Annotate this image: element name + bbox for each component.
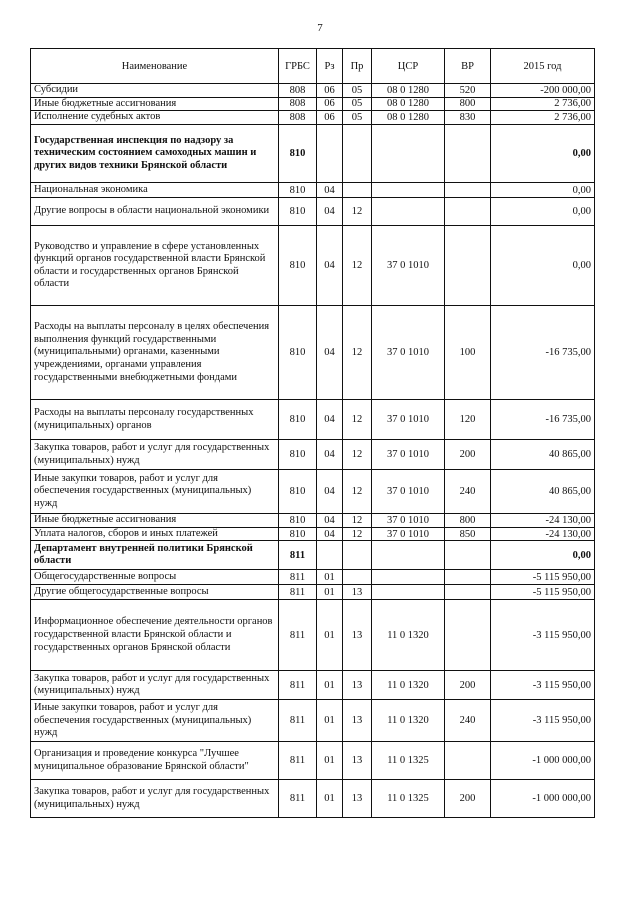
budget-table xyxy=(30,48,595,818)
cell-amount: -24 130,00 xyxy=(491,514,595,528)
cell-pr: 12 xyxy=(343,226,372,306)
cell-grbs: 810 xyxy=(279,440,317,470)
cell-grbs: 810 xyxy=(279,514,317,528)
cell-vr xyxy=(445,125,491,183)
table-row xyxy=(31,742,595,780)
cell-rz: 01 xyxy=(317,742,343,780)
cell-csr: 37 0 1010 xyxy=(372,306,445,400)
cell-amount: -3 115 950,00 xyxy=(491,700,595,742)
cell-pr: 05 xyxy=(343,84,372,98)
cell-grbs: 808 xyxy=(279,84,317,98)
cell-grbs: 810 xyxy=(279,125,317,183)
table-row xyxy=(31,198,595,226)
cell-amount: 0,00 xyxy=(491,183,595,198)
cell-rz xyxy=(317,125,343,183)
cell-grbs: 811 xyxy=(279,671,317,700)
table-row xyxy=(31,226,595,306)
cell-csr: 08 0 1280 xyxy=(372,111,445,125)
cell-csr: 11 0 1325 xyxy=(372,742,445,780)
cell-rz: 01 xyxy=(317,600,343,671)
table-row xyxy=(31,470,595,514)
header-vr: ВР xyxy=(445,49,491,84)
cell-amount: 0,00 xyxy=(491,226,595,306)
cell-rz: 01 xyxy=(317,671,343,700)
cell-csr: 37 0 1010 xyxy=(372,514,445,528)
cell-csr: 37 0 1010 xyxy=(372,400,445,440)
cell-grbs: 811 xyxy=(279,541,317,570)
cell-csr: 11 0 1320 xyxy=(372,700,445,742)
cell-pr: 12 xyxy=(343,306,372,400)
cell-rz: 04 xyxy=(317,440,343,470)
cell-amount: -200 000,00 xyxy=(491,84,595,98)
table-row xyxy=(31,700,595,742)
cell-name: Расходы на выплаты персоналу в целях обеспечения выполнения функций государственными (муниципальными) органами, казенными учреждениями, органами управления государственными внебюджетными фондами xyxy=(31,306,279,400)
cell-vr xyxy=(445,742,491,780)
cell-pr: 12 xyxy=(343,470,372,514)
cell-name: Иные закупки товаров, работ и услуг для обеспечения государственных (муниципальных) нужд xyxy=(31,470,279,514)
table-row xyxy=(31,183,595,198)
cell-amount: -24 130,00 xyxy=(491,527,595,541)
cell-pr: 05 xyxy=(343,97,372,111)
table-row xyxy=(31,780,595,818)
cell-grbs: 811 xyxy=(279,780,317,818)
cell-csr: 11 0 1320 xyxy=(372,600,445,671)
cell-vr: 240 xyxy=(445,700,491,742)
cell-name: Иные бюджетные ассигнования xyxy=(31,514,279,528)
cell-vr: 520 xyxy=(445,84,491,98)
cell-pr: 13 xyxy=(343,671,372,700)
cell-amount: 2 736,00 xyxy=(491,97,595,111)
cell-pr: 12 xyxy=(343,400,372,440)
cell-grbs: 808 xyxy=(279,111,317,125)
cell-grbs: 808 xyxy=(279,97,317,111)
cell-name: Другие вопросы в области национальной экономики xyxy=(31,198,279,226)
cell-pr xyxy=(343,541,372,570)
table-row xyxy=(31,400,595,440)
cell-rz: 04 xyxy=(317,470,343,514)
cell-rz xyxy=(317,541,343,570)
cell-rz: 04 xyxy=(317,306,343,400)
header-grbs: ГРБС xyxy=(279,49,317,84)
cell-csr: 11 0 1320 xyxy=(372,671,445,700)
cell-rz: 01 xyxy=(317,570,343,585)
cell-amount: -3 115 950,00 xyxy=(491,600,595,671)
cell-csr: 08 0 1280 xyxy=(372,84,445,98)
cell-csr: 11 0 1325 xyxy=(372,780,445,818)
cell-name: Информационное обеспечение деятельности органов государственной власти Брянской области и государственных органов Брянской области xyxy=(31,600,279,671)
cell-rz: 01 xyxy=(317,700,343,742)
cell-amount: 0,00 xyxy=(491,198,595,226)
table-row xyxy=(31,125,595,183)
cell-vr: 240 xyxy=(445,470,491,514)
cell-name: Закупка товаров, работ и услуг для государственных (муниципальных) нужд xyxy=(31,440,279,470)
cell-grbs: 810 xyxy=(279,198,317,226)
cell-csr: 37 0 1010 xyxy=(372,470,445,514)
cell-grbs: 811 xyxy=(279,700,317,742)
cell-rz: 01 xyxy=(317,585,343,600)
cell-vr: 830 xyxy=(445,111,491,125)
cell-name: Расходы на выплаты персоналу государственных (муниципальных) органов xyxy=(31,400,279,440)
cell-amount: -5 115 950,00 xyxy=(491,585,595,600)
cell-vr: 850 xyxy=(445,527,491,541)
cell-grbs: 811 xyxy=(279,600,317,671)
header-rz: Рз xyxy=(317,49,343,84)
cell-amount: -16 735,00 xyxy=(491,400,595,440)
table-row xyxy=(31,111,595,125)
cell-vr xyxy=(445,541,491,570)
cell-name: Департамент внутренней политики Брянской области xyxy=(31,541,279,570)
cell-grbs: 810 xyxy=(279,306,317,400)
cell-amount: 0,00 xyxy=(491,541,595,570)
cell-name: Организация и проведение конкурса "Лучшее муниципальное образование Брянской области" xyxy=(31,742,279,780)
cell-name: Уплата налогов, сборов и иных платежей xyxy=(31,527,279,541)
cell-vr: 800 xyxy=(445,97,491,111)
cell-grbs: 810 xyxy=(279,400,317,440)
cell-vr: 200 xyxy=(445,440,491,470)
cell-pr: 13 xyxy=(343,780,372,818)
cell-csr xyxy=(372,541,445,570)
cell-csr xyxy=(372,125,445,183)
cell-amount: 2 736,00 xyxy=(491,111,595,125)
table-row xyxy=(31,585,595,600)
cell-vr: 200 xyxy=(445,780,491,818)
cell-vr xyxy=(445,226,491,306)
cell-amount: 40 865,00 xyxy=(491,470,595,514)
cell-amount: -1 000 000,00 xyxy=(491,742,595,780)
cell-csr xyxy=(372,198,445,226)
cell-csr xyxy=(372,570,445,585)
cell-rz: 01 xyxy=(317,780,343,818)
cell-name: Руководство и управление в сфере установленных функций органов государственной власти Брянской области и государственных органов Брянской области xyxy=(31,226,279,306)
cell-pr: 12 xyxy=(343,198,372,226)
cell-name: Иные закупки товаров, работ и услуг для обеспечения государственных (муниципальных) нужд xyxy=(31,700,279,742)
cell-grbs: 811 xyxy=(279,570,317,585)
cell-vr xyxy=(445,585,491,600)
cell-name: Субсидии xyxy=(31,84,279,98)
cell-csr: 37 0 1010 xyxy=(372,440,445,470)
cell-amount: -1 000 000,00 xyxy=(491,780,595,818)
cell-grbs: 810 xyxy=(279,527,317,541)
cell-amount: 0,00 xyxy=(491,125,595,183)
cell-pr: 12 xyxy=(343,527,372,541)
cell-pr xyxy=(343,125,372,183)
cell-name: Государственная инспекция по надзору за техническим состоянием самоходных машин и других видов техники Брянской области xyxy=(31,125,279,183)
cell-grbs: 810 xyxy=(279,183,317,198)
table-row xyxy=(31,306,595,400)
cell-rz: 04 xyxy=(317,400,343,440)
cell-amount: -16 735,00 xyxy=(491,306,595,400)
cell-rz: 06 xyxy=(317,84,343,98)
header-pr: Пр xyxy=(343,49,372,84)
cell-pr: 12 xyxy=(343,440,372,470)
cell-pr xyxy=(343,570,372,585)
cell-rz: 04 xyxy=(317,226,343,306)
cell-pr: 05 xyxy=(343,111,372,125)
header-name: Наименование xyxy=(31,49,279,84)
cell-grbs: 811 xyxy=(279,585,317,600)
cell-name: Закупка товаров, работ и услуг для государственных (муниципальных) нужд xyxy=(31,780,279,818)
cell-csr: 37 0 1010 xyxy=(372,226,445,306)
cell-rz: 06 xyxy=(317,97,343,111)
cell-name: Исполнение судебных актов xyxy=(31,111,279,125)
cell-vr: 120 xyxy=(445,400,491,440)
cell-amount: 40 865,00 xyxy=(491,440,595,470)
table-row xyxy=(31,570,595,585)
cell-rz: 04 xyxy=(317,183,343,198)
cell-csr xyxy=(372,585,445,600)
cell-name: Иные бюджетные ассигнования xyxy=(31,97,279,111)
cell-amount: -3 115 950,00 xyxy=(491,671,595,700)
cell-pr: 12 xyxy=(343,514,372,528)
table-row xyxy=(31,84,595,98)
table-row xyxy=(31,541,595,570)
cell-rz: 04 xyxy=(317,198,343,226)
cell-rz: 04 xyxy=(317,514,343,528)
cell-pr: 13 xyxy=(343,600,372,671)
table-row xyxy=(31,600,595,671)
table-row xyxy=(31,440,595,470)
table-row xyxy=(31,527,595,541)
cell-name: Другие общегосударственные вопросы xyxy=(31,585,279,600)
cell-vr xyxy=(445,570,491,585)
table-row xyxy=(31,97,595,111)
cell-pr: 13 xyxy=(343,742,372,780)
table-header-row xyxy=(31,49,595,84)
cell-pr xyxy=(343,183,372,198)
cell-csr xyxy=(372,183,445,198)
header-csr: ЦСР xyxy=(372,49,445,84)
cell-vr xyxy=(445,183,491,198)
page-number: 7 xyxy=(317,22,323,34)
cell-vr xyxy=(445,600,491,671)
header-amount: 2015 год xyxy=(491,49,595,84)
table-row xyxy=(31,514,595,528)
cell-amount: -5 115 950,00 xyxy=(491,570,595,585)
cell-vr: 200 xyxy=(445,671,491,700)
cell-rz: 04 xyxy=(317,527,343,541)
cell-name: Закупка товаров, работ и услуг для государственных (муниципальных) нужд xyxy=(31,671,279,700)
cell-pr: 13 xyxy=(343,700,372,742)
cell-vr: 800 xyxy=(445,514,491,528)
cell-csr: 37 0 1010 xyxy=(372,527,445,541)
cell-grbs: 810 xyxy=(279,226,317,306)
cell-name: Национальная экономика xyxy=(31,183,279,198)
table-row xyxy=(31,671,595,700)
cell-vr: 100 xyxy=(445,306,491,400)
cell-vr xyxy=(445,198,491,226)
cell-grbs: 810 xyxy=(279,470,317,514)
cell-name: Общегосударственные вопросы xyxy=(31,570,279,585)
cell-grbs: 811 xyxy=(279,742,317,780)
cell-csr: 08 0 1280 xyxy=(372,97,445,111)
cell-pr: 13 xyxy=(343,585,372,600)
cell-rz: 06 xyxy=(317,111,343,125)
